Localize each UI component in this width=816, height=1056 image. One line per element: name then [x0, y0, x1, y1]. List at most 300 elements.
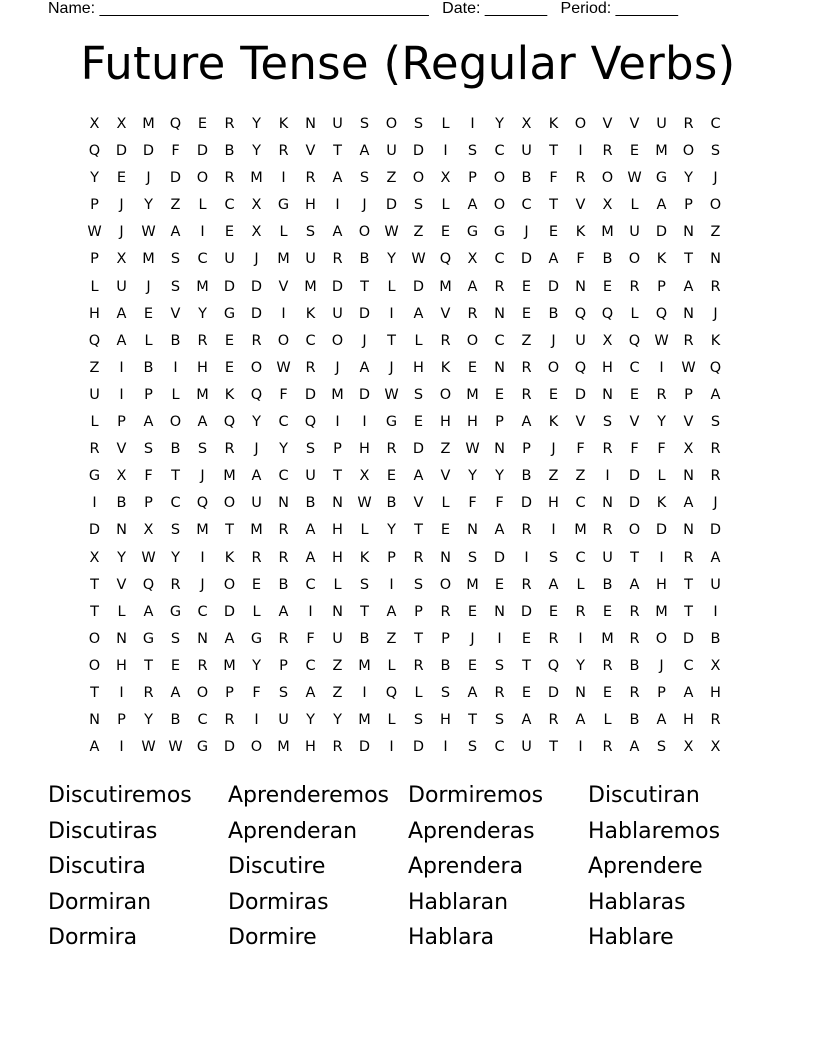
grid-letter[interactable]: C: [305, 657, 316, 674]
grid-letter[interactable]: I: [389, 576, 394, 593]
grid-letter[interactable]: D: [358, 305, 371, 322]
grid-letter[interactable]: G: [277, 197, 290, 214]
grid-letter[interactable]: M: [223, 657, 236, 674]
grid-letter[interactable]: O: [385, 116, 398, 132]
grid-letter[interactable]: S: [440, 684, 451, 701]
grid-letter[interactable]: Y: [576, 657, 585, 674]
grid-letter[interactable]: G: [142, 630, 155, 647]
grid-letter[interactable]: C: [683, 657, 694, 674]
grid-letter[interactable]: R: [494, 684, 505, 701]
grid-letter[interactable]: U: [656, 116, 667, 132]
grid-letter[interactable]: O: [574, 116, 587, 132]
grid-letter[interactable]: N: [683, 468, 694, 485]
grid-letter[interactable]: B: [521, 170, 532, 187]
grid-letter[interactable]: T: [414, 630, 423, 647]
grid-letter[interactable]: L: [630, 305, 639, 322]
grid-letter[interactable]: M: [358, 712, 371, 729]
grid-letter[interactable]: X: [143, 522, 154, 539]
grid-letter[interactable]: Z: [386, 170, 397, 187]
grid-letter[interactable]: P: [144, 386, 153, 403]
grid-letter[interactable]: I: [713, 603, 718, 620]
grid-letter[interactable]: C: [305, 332, 316, 349]
grid-letter[interactable]: R: [629, 603, 640, 620]
grid-letter[interactable]: Q: [574, 305, 587, 322]
grid-letter[interactable]: D: [196, 143, 209, 160]
grid-letter[interactable]: R: [278, 630, 289, 647]
grid-letter[interactable]: A: [467, 278, 478, 295]
grid-letter[interactable]: I: [524, 549, 529, 566]
grid-letter[interactable]: R: [224, 116, 235, 132]
date-field[interactable]: _______: [484, 0, 548, 17]
grid-letter[interactable]: R: [710, 441, 721, 458]
grid-letter[interactable]: Y: [252, 143, 261, 160]
grid-letter[interactable]: R: [521, 576, 532, 593]
grid-letter[interactable]: G: [250, 630, 263, 647]
grid-letter[interactable]: J: [470, 630, 475, 647]
grid-letter[interactable]: M: [439, 278, 452, 295]
grid-letter[interactable]: O: [223, 495, 236, 512]
grid-letter[interactable]: W: [141, 739, 156, 756]
grid-letter[interactable]: B: [116, 495, 127, 512]
grid-letter[interactable]: T: [360, 278, 369, 295]
grid-letter[interactable]: P: [333, 441, 342, 458]
grid-letter[interactable]: J: [119, 197, 124, 214]
grid-letter[interactable]: W: [87, 224, 102, 241]
grid-letter[interactable]: A: [359, 143, 370, 160]
grid-letter[interactable]: M: [196, 386, 209, 403]
grid-letter[interactable]: U: [521, 739, 532, 756]
grid-letter[interactable]: V: [170, 305, 181, 322]
grid-letter[interactable]: T: [549, 143, 558, 160]
grid-letter[interactable]: P: [279, 657, 288, 674]
grid-letter[interactable]: D: [520, 603, 533, 620]
grid-letter[interactable]: L: [90, 414, 99, 431]
grid-letter[interactable]: O: [196, 170, 209, 187]
grid-letter[interactable]: V: [440, 305, 451, 322]
grid-letter[interactable]: J: [551, 441, 556, 458]
grid-letter[interactable]: R: [602, 143, 613, 160]
grid-letter[interactable]: S: [413, 116, 424, 132]
grid-letter[interactable]: K: [710, 332, 721, 349]
grid-letter[interactable]: A: [683, 278, 694, 295]
grid-letter[interactable]: Z: [332, 684, 343, 701]
grid-letter[interactable]: J: [146, 170, 151, 187]
grid-letter[interactable]: B: [359, 251, 370, 268]
grid-letter[interactable]: V: [575, 197, 586, 214]
grid-letter[interactable]: I: [281, 305, 286, 322]
grid-letter[interactable]: U: [224, 251, 235, 268]
grid-letter[interactable]: I: [362, 414, 367, 431]
grid-letter[interactable]: I: [389, 305, 394, 322]
grid-letter[interactable]: R: [305, 170, 316, 187]
grid-letter[interactable]: E: [629, 143, 640, 160]
grid-letter[interactable]: N: [494, 603, 505, 620]
grid-letter[interactable]: J: [524, 224, 529, 241]
grid-letter[interactable]: N: [575, 278, 586, 295]
grid-letter[interactable]: R: [305, 359, 316, 376]
grid-letter[interactable]: Y: [144, 712, 153, 729]
grid-letter[interactable]: E: [521, 684, 532, 701]
grid-letter[interactable]: F: [576, 441, 585, 458]
grid-letter[interactable]: X: [116, 468, 127, 485]
grid-letter[interactable]: S: [494, 712, 505, 729]
grid-letter[interactable]: R: [575, 170, 586, 187]
grid-letter[interactable]: A: [656, 197, 667, 214]
grid-letter[interactable]: D: [169, 170, 182, 187]
grid-letter[interactable]: F: [549, 170, 558, 187]
grid-letter[interactable]: F: [630, 441, 639, 458]
grid-letter[interactable]: R: [494, 278, 505, 295]
grid-letter[interactable]: N: [89, 712, 100, 729]
grid-letter[interactable]: R: [224, 170, 235, 187]
grid-letter[interactable]: X: [116, 251, 127, 268]
grid-letter[interactable]: I: [605, 468, 610, 485]
grid-letter[interactable]: R: [629, 684, 640, 701]
grid-letter[interactable]: F: [495, 495, 504, 512]
grid-letter[interactable]: B: [629, 712, 640, 729]
grid-letter[interactable]: B: [548, 305, 559, 322]
grid-letter[interactable]: Y: [252, 116, 261, 132]
grid-letter[interactable]: B: [521, 468, 532, 485]
grid-letter[interactable]: N: [683, 522, 694, 539]
name-field[interactable]: _____________________________________: [99, 0, 429, 17]
grid-letter[interactable]: A: [170, 224, 181, 241]
grid-letter[interactable]: Y: [684, 170, 693, 187]
grid-letter[interactable]: S: [197, 441, 208, 458]
grid-letter[interactable]: N: [602, 386, 613, 403]
grid-letter[interactable]: I: [308, 603, 313, 620]
grid-letter[interactable]: E: [602, 278, 613, 295]
grid-letter[interactable]: U: [386, 143, 397, 160]
grid-letter[interactable]: J: [362, 197, 367, 214]
grid-letter[interactable]: H: [683, 712, 694, 729]
grid-letter[interactable]: P: [684, 197, 693, 214]
grid-letter[interactable]: H: [548, 495, 559, 512]
grid-letter[interactable]: A: [224, 630, 235, 647]
grid-letter[interactable]: J: [362, 332, 367, 349]
grid-letter[interactable]: D: [682, 630, 695, 647]
grid-letter[interactable]: K: [440, 359, 451, 376]
grid-letter[interactable]: R: [224, 441, 235, 458]
grid-letter[interactable]: I: [497, 630, 502, 647]
grid-letter[interactable]: A: [413, 305, 424, 322]
grid-letter[interactable]: J: [254, 441, 259, 458]
grid-letter[interactable]: R: [521, 359, 532, 376]
grid-letter[interactable]: L: [144, 332, 153, 349]
grid-letter[interactable]: A: [683, 495, 694, 512]
grid-letter[interactable]: Q: [169, 116, 182, 132]
grid-letter[interactable]: Q: [601, 305, 614, 322]
period-field[interactable]: _______: [615, 0, 678, 17]
grid-letter[interactable]: W: [141, 224, 156, 241]
grid-letter[interactable]: H: [359, 441, 370, 458]
grid-letter[interactable]: E: [413, 414, 424, 431]
grid-letter[interactable]: P: [90, 197, 99, 214]
grid-letter[interactable]: A: [143, 603, 154, 620]
grid-letter[interactable]: E: [467, 603, 478, 620]
grid-letter[interactable]: W: [384, 224, 399, 241]
grid-letter[interactable]: X: [359, 468, 370, 485]
grid-letter[interactable]: O: [601, 170, 614, 187]
grid-letter[interactable]: A: [251, 468, 262, 485]
grid-letter[interactable]: O: [277, 332, 290, 349]
grid-letter[interactable]: M: [655, 603, 668, 620]
grid-letter[interactable]: L: [657, 468, 666, 485]
grid-letter[interactable]: D: [493, 549, 506, 566]
grid-letter[interactable]: M: [277, 739, 290, 756]
grid-letter[interactable]: R: [440, 332, 451, 349]
grid-letter[interactable]: A: [332, 170, 343, 187]
grid-letter[interactable]: P: [657, 278, 666, 295]
grid-letter[interactable]: W: [627, 170, 642, 187]
grid-letter[interactable]: T: [90, 576, 99, 593]
grid-letter[interactable]: C: [197, 251, 208, 268]
grid-letter[interactable]: Q: [223, 414, 236, 431]
grid-letter[interactable]: H: [440, 414, 451, 431]
grid-letter[interactable]: H: [467, 414, 478, 431]
grid-letter[interactable]: J: [713, 305, 718, 322]
grid-letter[interactable]: L: [252, 603, 261, 620]
grid-letter[interactable]: K: [224, 549, 235, 566]
grid-letter[interactable]: D: [115, 143, 128, 160]
grid-letter[interactable]: M: [601, 630, 614, 647]
grid-letter[interactable]: T: [144, 657, 153, 674]
grid-letter[interactable]: I: [443, 739, 448, 756]
grid-letter[interactable]: V: [305, 143, 316, 160]
grid-letter[interactable]: K: [656, 251, 667, 268]
grid-letter[interactable]: A: [197, 414, 208, 431]
grid-letter[interactable]: I: [335, 414, 340, 431]
grid-letter[interactable]: D: [628, 468, 641, 485]
grid-letter[interactable]: K: [359, 549, 370, 566]
grid-letter[interactable]: Y: [387, 522, 396, 539]
grid-letter[interactable]: T: [684, 251, 693, 268]
grid-letter[interactable]: J: [146, 278, 151, 295]
grid-letter[interactable]: D: [412, 278, 425, 295]
grid-letter[interactable]: D: [412, 143, 425, 160]
grid-letter[interactable]: A: [521, 414, 532, 431]
grid-letter[interactable]: E: [251, 576, 262, 593]
grid-letter[interactable]: Z: [170, 197, 181, 214]
grid-letter[interactable]: P: [387, 549, 396, 566]
grid-letter[interactable]: I: [551, 522, 556, 539]
grid-letter[interactable]: W: [384, 386, 399, 403]
grid-letter[interactable]: V: [683, 414, 694, 431]
grid-letter[interactable]: A: [359, 359, 370, 376]
grid-letter[interactable]: N: [116, 522, 127, 539]
grid-letter[interactable]: X: [251, 224, 262, 241]
grid-letter[interactable]: D: [385, 197, 398, 214]
grid-letter[interactable]: I: [200, 549, 205, 566]
grid-letter[interactable]: O: [628, 522, 641, 539]
grid-letter[interactable]: E: [548, 224, 559, 241]
grid-letter[interactable]: R: [89, 441, 100, 458]
grid-letter[interactable]: D: [628, 495, 641, 512]
grid-letter[interactable]: A: [629, 739, 640, 756]
grid-letter[interactable]: L: [441, 197, 450, 214]
grid-letter[interactable]: L: [171, 386, 180, 403]
grid-letter[interactable]: E: [521, 630, 532, 647]
grid-letter[interactable]: C: [494, 143, 505, 160]
grid-letter[interactable]: U: [305, 468, 316, 485]
grid-letter[interactable]: N: [278, 495, 289, 512]
grid-letter[interactable]: Y: [495, 116, 504, 132]
grid-letter[interactable]: O: [250, 359, 263, 376]
grid-letter[interactable]: H: [656, 576, 667, 593]
grid-letter[interactable]: Y: [306, 712, 315, 729]
grid-letter[interactable]: H: [305, 739, 316, 756]
grid-letter[interactable]: R: [575, 603, 586, 620]
grid-letter[interactable]: H: [332, 549, 343, 566]
grid-letter[interactable]: I: [335, 197, 340, 214]
grid-letter[interactable]: A: [170, 684, 181, 701]
grid-letter[interactable]: B: [224, 143, 235, 160]
grid-letter[interactable]: L: [387, 278, 396, 295]
grid-letter[interactable]: J: [659, 657, 664, 674]
grid-letter[interactable]: N: [494, 441, 505, 458]
grid-letter[interactable]: X: [683, 739, 694, 756]
grid-letter[interactable]: X: [89, 549, 100, 566]
grid-letter[interactable]: W: [411, 251, 426, 268]
grid-letter[interactable]: E: [143, 305, 154, 322]
grid-letter[interactable]: S: [710, 414, 721, 431]
grid-letter[interactable]: S: [467, 549, 478, 566]
grid-letter[interactable]: G: [223, 305, 236, 322]
grid-letter[interactable]: Q: [655, 305, 668, 322]
grid-letter[interactable]: E: [629, 386, 640, 403]
grid-letter[interactable]: S: [467, 143, 478, 160]
grid-letter[interactable]: E: [494, 386, 505, 403]
grid-letter[interactable]: A: [548, 576, 559, 593]
grid-letter[interactable]: U: [575, 332, 586, 349]
grid-letter[interactable]: N: [494, 305, 505, 322]
grid-letter[interactable]: P: [117, 414, 126, 431]
grid-letter[interactable]: T: [333, 143, 342, 160]
grid-letter[interactable]: S: [656, 739, 667, 756]
grid-letter[interactable]: A: [305, 522, 316, 539]
grid-letter[interactable]: W: [465, 441, 480, 458]
grid-letter[interactable]: P: [684, 386, 693, 403]
grid-letter[interactable]: N: [197, 630, 208, 647]
grid-letter[interactable]: H: [305, 197, 316, 214]
grid-letter[interactable]: G: [466, 224, 479, 241]
grid-letter[interactable]: G: [88, 468, 101, 485]
grid-letter[interactable]: U: [251, 495, 262, 512]
grid-letter[interactable]: D: [520, 251, 533, 268]
grid-letter[interactable]: D: [412, 441, 425, 458]
grid-letter[interactable]: R: [521, 386, 532, 403]
grid-letter[interactable]: E: [548, 603, 559, 620]
grid-letter[interactable]: P: [468, 170, 477, 187]
grid-letter[interactable]: D: [142, 143, 155, 160]
grid-letter[interactable]: A: [656, 712, 667, 729]
grid-letter[interactable]: D: [655, 224, 668, 241]
grid-letter[interactable]: Q: [250, 386, 263, 403]
grid-letter[interactable]: R: [602, 522, 613, 539]
grid-letter[interactable]: R: [413, 657, 424, 674]
grid-letter[interactable]: S: [548, 549, 559, 566]
grid-letter[interactable]: J: [254, 251, 259, 268]
grid-letter[interactable]: K: [548, 414, 559, 431]
grid-letter[interactable]: S: [170, 522, 181, 539]
grid-letter[interactable]: N: [440, 549, 451, 566]
grid-letter[interactable]: A: [494, 522, 505, 539]
grid-letter[interactable]: Q: [385, 684, 398, 701]
grid-letter[interactable]: I: [443, 143, 448, 160]
grid-letter[interactable]: L: [441, 116, 450, 132]
grid-letter[interactable]: B: [170, 332, 181, 349]
grid-letter[interactable]: A: [305, 549, 316, 566]
grid-letter[interactable]: S: [413, 576, 424, 593]
grid-letter[interactable]: P: [657, 684, 666, 701]
grid-letter[interactable]: U: [116, 278, 127, 295]
grid-letter[interactable]: S: [170, 278, 181, 295]
grid-letter[interactable]: E: [197, 116, 208, 132]
grid-letter[interactable]: D: [250, 278, 263, 295]
grid-letter[interactable]: R: [197, 657, 208, 674]
grid-letter[interactable]: N: [494, 359, 505, 376]
grid-letter[interactable]: E: [602, 684, 613, 701]
grid-letter[interactable]: I: [119, 739, 124, 756]
grid-letter[interactable]: N: [710, 251, 721, 268]
grid-letter[interactable]: R: [251, 549, 262, 566]
grid-letter[interactable]: A: [521, 712, 532, 729]
grid-letter[interactable]: F: [657, 441, 666, 458]
grid-letter[interactable]: C: [278, 468, 289, 485]
grid-letter[interactable]: E: [521, 278, 532, 295]
grid-letter[interactable]: R: [251, 332, 262, 349]
grid-letter[interactable]: S: [359, 576, 370, 593]
grid-letter[interactable]: X: [440, 170, 451, 187]
grid-letter[interactable]: V: [440, 468, 451, 485]
grid-letter[interactable]: B: [386, 495, 397, 512]
grid-letter[interactable]: J: [335, 359, 340, 376]
grid-letter[interactable]: M: [304, 278, 317, 295]
grid-letter[interactable]: M: [223, 468, 236, 485]
grid-letter[interactable]: A: [116, 305, 127, 322]
grid-letter[interactable]: Y: [495, 468, 504, 485]
grid-letter[interactable]: A: [710, 549, 721, 566]
grid-letter[interactable]: S: [359, 116, 370, 132]
grid-letter[interactable]: M: [142, 116, 155, 132]
grid-letter[interactable]: E: [116, 170, 127, 187]
grid-letter[interactable]: A: [305, 684, 316, 701]
grid-letter[interactable]: Y: [333, 712, 342, 729]
grid-letter[interactable]: D: [223, 278, 236, 295]
grid-letter[interactable]: R: [548, 712, 559, 729]
grid-letter[interactable]: M: [601, 224, 614, 241]
grid-letter[interactable]: X: [251, 197, 262, 214]
grid-letter[interactable]: J: [713, 170, 718, 187]
grid-letter[interactable]: T: [630, 549, 639, 566]
grid-letter[interactable]: R: [467, 305, 478, 322]
grid-letter[interactable]: A: [467, 684, 478, 701]
grid-letter[interactable]: S: [305, 441, 316, 458]
grid-letter[interactable]: T: [333, 468, 342, 485]
grid-letter[interactable]: S: [305, 224, 316, 241]
grid-letter[interactable]: X: [602, 197, 613, 214]
grid-letter[interactable]: C: [575, 495, 586, 512]
grid-letter[interactable]: S: [494, 657, 505, 674]
grid-letter[interactable]: Q: [574, 359, 587, 376]
grid-letter[interactable]: C: [521, 197, 532, 214]
grid-letter[interactable]: M: [466, 386, 479, 403]
grid-letter[interactable]: Q: [196, 495, 209, 512]
grid-letter[interactable]: H: [116, 657, 127, 674]
grid-letter[interactable]: M: [250, 522, 263, 539]
grid-letter[interactable]: E: [548, 386, 559, 403]
grid-letter[interactable]: J: [389, 359, 394, 376]
